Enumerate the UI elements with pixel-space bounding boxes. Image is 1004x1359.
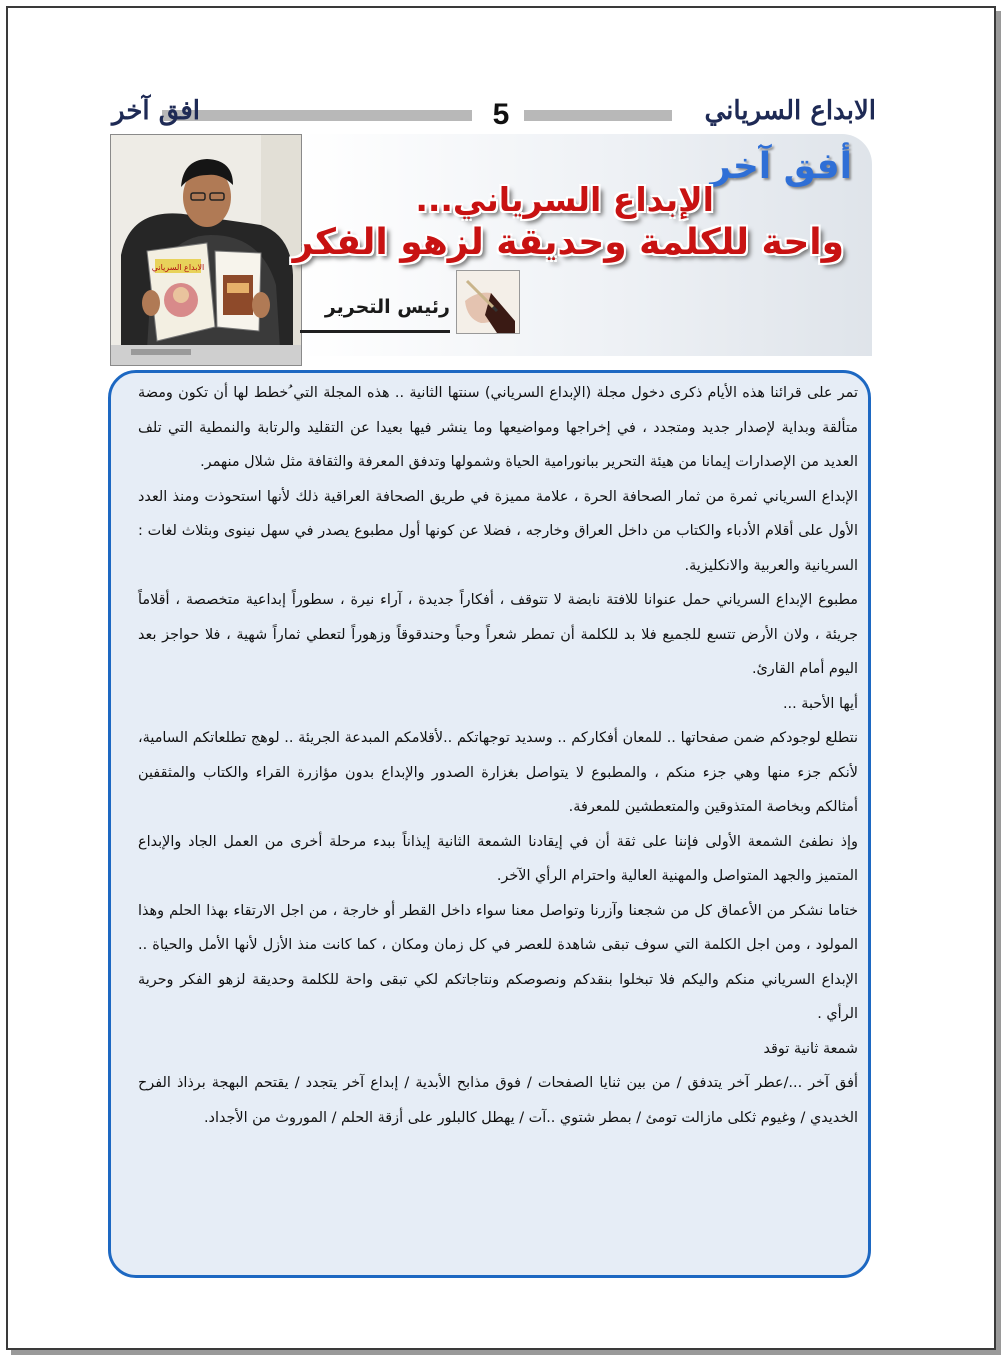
headline-line-2: واحة للكلمة وحديقة لزهو الفكر — [292, 222, 844, 263]
pen-hand-icon — [456, 270, 520, 334]
author-label: رئيس التحرير — [324, 296, 450, 318]
article-paragraph: مطبوع الإبداع السرياني حمل عنوانا للافتة نابضة لا تتوقف ، أفكاراً جديدة ، آراء نيرة ، سطوراً إبداعية متخصصة ، أقلاماً جريئة ، ولان الأرض تتسع للجميع فلا بد للكلمة أن تمطر شعراً وحباً وحندقوقاً وزهوراً لتعطي ثماراً شهية ، فلا حواجز بعد اليوم أمام القارئ. — [138, 592, 858, 677]
editor-photo — [110, 134, 302, 366]
article-paragraph: ختاما نشكر من الأعماق كل من شجعنا وآزرنا وتواصل معنا سواء داخل القطر أو خارجة ، من اجل الارتقاء بهذا الحلم وهذا المولود ، ومن اجل الكلمة التي سوف تبقى شاهدة للعصر في كل زمان ومكان ، كما كانت منذ الأزل لأنها الأمل والحياة .. الإبداع السرياني منكم واليكم فلا تبخلوا بنقدكم ونصوصكم ونتاجاتكم لكي تبقى واحة للكلمة وحديقة لزهو الفكر وحرية الرأي . — [138, 902, 858, 1022]
magazine-cover-title: الابداع السرياني — [151, 263, 205, 272]
headline-line-1: الإبداع السرياني... — [415, 180, 714, 219]
pen-writing-icon — [457, 271, 519, 333]
article-paragraph: الإبداع السرياني ثمرة من ثمار الصحافة الحرة ، علامة مميزة في طريق الصحافة العراقية ذلك لأنها استحوذت ومنذ العدد الأول على أقلام الأدباء والكتاب من داخل العراق وخارجه ، فضلا عن كونها أول مطبوع يصدر في سهل نينوى وبثلاث لغات : السريانية والعربية والانكليزية. — [138, 488, 858, 574]
page-number: 5 — [492, 98, 510, 131]
magazine-name: الابداع السرياني — [704, 96, 876, 126]
header-section-name: افق آخر — [112, 96, 201, 126]
article-paragraph: نتطلع لوجودكم ضمن صفحاتها .. للمعان أفكاركم .. وسديد توجهاتكم ..لأقلامكم المبدعة الجريئة .. لوهج تطلعاتكم السامية، لأنكم جزء منها وهي جزء منكم ، والمطبوع لا يتواصل بغزارة الصدور والإبداع بدون مؤازرة القراء والكتاب والمثقفين أمثالكم وبخاصة المتذوقين والمتعطشين للمعرفة. — [138, 730, 858, 815]
author-underline — [300, 330, 450, 333]
article-paragraph: تمر على قرائنا هذه الأيام ذكرى دخول مجلة (الإبداع السرياني) سنتها الثانية .. هذه المجلة التي ُخطط لها أن تكون ومضة متألقة وبداية لإصدار جديد ومتجدد ، في إخراجها ومواضيعها وما ينشر فيها بعيدا عن التقليد والرتابة والنمطية التي تلف العديد من الإصدارات إيمانا من هيئة التحرير ببانورامية الحياة وشمولها وتدفق المعرفة والثقافة مثل شلال منهمر. — [138, 385, 858, 470]
section-title: أفق آخر — [710, 146, 852, 187]
article-paragraph: وإذ نطفئ الشمعة الأولى فإننا على ثقة أن في إيقادنا الشمعة الثانية إيذاناً ببدء مرحلة أخرى من العمل الجاد والإبداع المتميز والجهد المتواصل والمهنية العالية واحترام الرأي الآخر. — [138, 833, 858, 884]
header-rule-left — [162, 110, 472, 121]
editor-reading-image — [111, 135, 301, 365]
poem-title: شمعة ثانية توقد — [763, 1040, 858, 1057]
header-rule-right — [524, 110, 672, 121]
poem-text: أفق آخر .../عطر آخر يتدفق / من بين ثنايا الصفحات / فوق مذابح الأبدية / إبداع آخر يتجدد / يقتحم البهجة برذاذ الفرح الخديدي / وغيوم ثكلى مازالت تومئ / بمطر شتوي ..آت / يهطل كالبلور على أزقة الحلم / الموروث من الأجداد. — [138, 1075, 858, 1126]
article-paragraph: أيها الأحبة ... — [782, 695, 858, 712]
article-body — [138, 376, 858, 1135]
